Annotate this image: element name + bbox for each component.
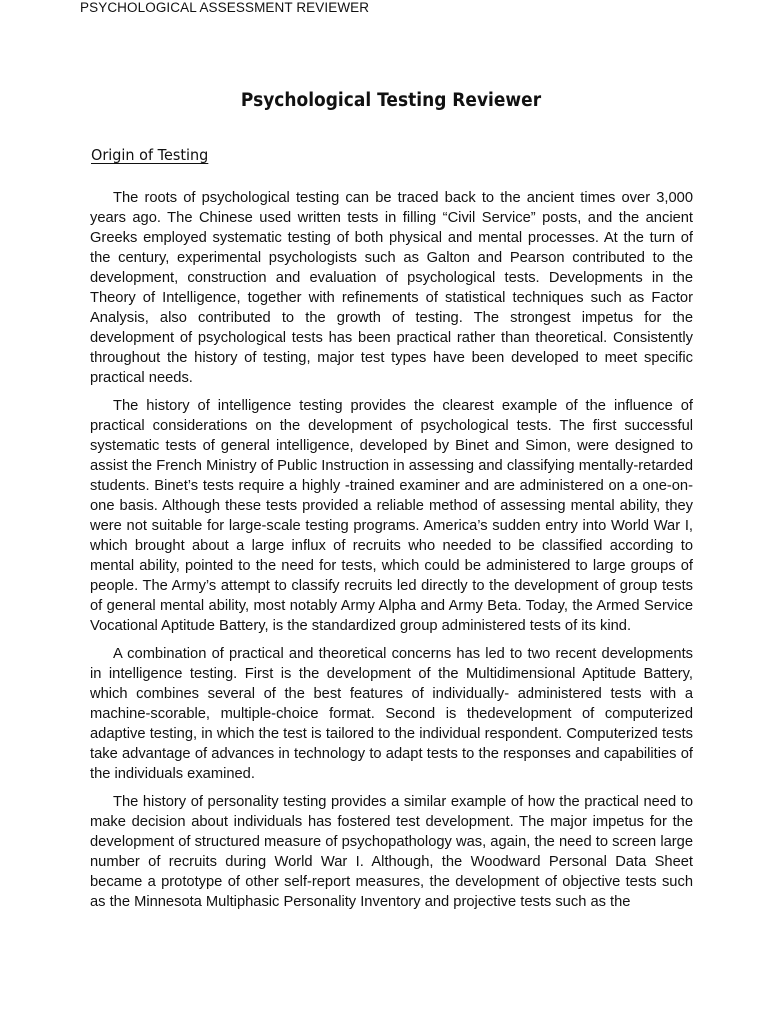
running-header: PSYCHOLOGICAL ASSESSMENT REVIEWER [80, 0, 370, 15]
document-title: Psychological Testing Reviewer [240, 90, 542, 111]
body-text [90, 188, 693, 920]
paragraph: A combination of practical and theoretical concerns has led to two recent developments in intelligence testing. First is the development of the Multidimensional Aptitude Battery, which combines several of the best features of individually- administered tests with a machine-scorable, multiple-choice format. Second is thedevelopment of computerized adaptive testing, in which the test is tailored to the individual respondent. Computerized tests take advantage of advances in technology to adapt tests to the responses and capabilities of the individuals examined. [90, 646, 693, 782]
paragraph: The roots of psychological testing can be traced back to the ancient times over 3,000 years ago. The Chinese used written tests in filling “Civil Service” posts, and the ancient Greeks employed systematic testing of both physical and mental processes. At the turn of the century, experimental psychologists such as Galton and Pearson contributed to the development, construction and evaluation of psychological tests. Developments in the Theory of Intelligence, together with refinements of statistical techniques such as Factor Analysis, also contributed to the growth of testing. The strongest impetus for the development of psychological tests has been practical rather than theoretical. Consistently throughout the history of testing, major test types have been developed to meet specific practical needs. [90, 190, 693, 386]
paragraph: The history of personality testing provides a similar example of how the practical need to make decision about individuals has fostered test development. The major impetus for the development of structured measure of psychopathology was, again, the need to screen large number of recruits during World War I. Although, the Woodward Personal Data Sheet became a prototype of other self-report measures, the development of objective tests such as the Minnesota Multiphasic Personality Inventory and projective tests such as the [90, 794, 693, 910]
paragraph: The history of intelligence testing provides the clearest example of the influence of practical considerations on the development of psychological tests. The first successful systematic tests of general intelligence, developed by Binet and Simon, were designed to assist the French Ministry of Public Instruction in assessing and classifying mentally-retarded students. Binet’s tests require a highly -trained examiner and are administered on a one-on-one basis. Although these tests provided a reliable method of assessing mental ability, they were not suitable for large-scale testing programs. America’s sudden entry into World War I, which brought about a large influx of recruits who needed to be classified according to mental ability, pointed to the need for tests, which could be administered to large groups of people. The Army’s attempt to classify recruits led directly to the development of group tests of general mental ability, most notably Army Alpha and Army Beta. Today, the Armed Service Vocational Aptitude Battery, is the standardized group administered tests of its kind. [90, 398, 693, 634]
section-heading: Origin of Testing [91, 146, 209, 164]
